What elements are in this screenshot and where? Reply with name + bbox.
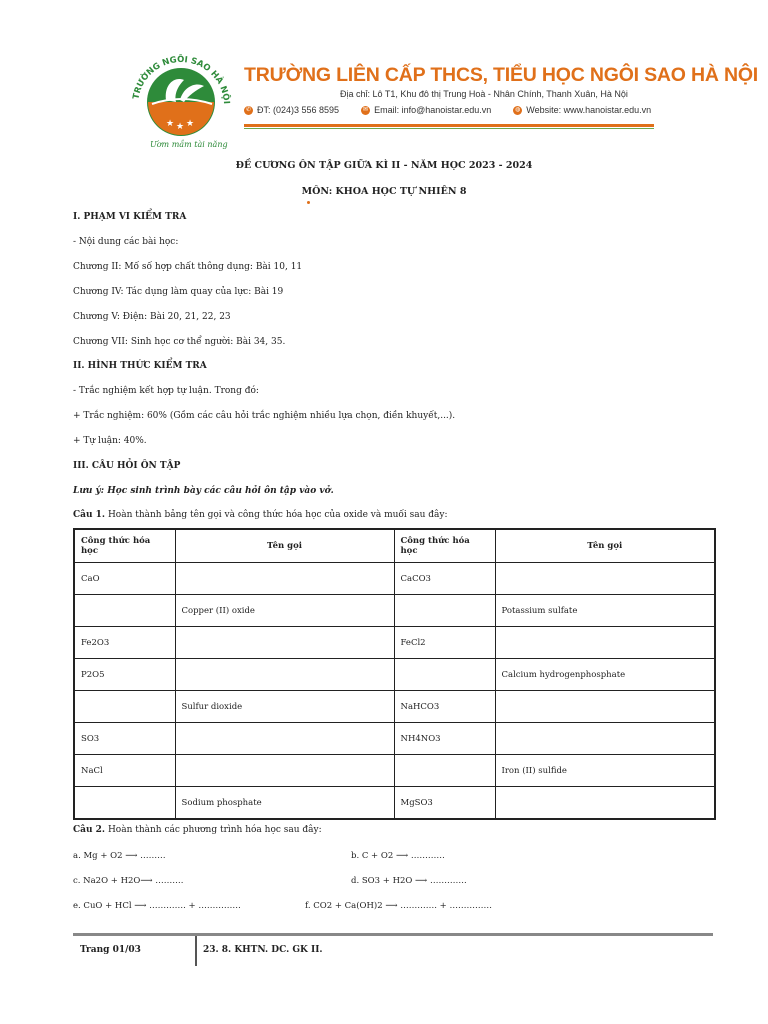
header-rule-orange xyxy=(244,124,654,127)
table-cell: Calcium hydrogenphosphate xyxy=(495,659,715,691)
table-row xyxy=(74,691,715,723)
website-text: Website: www.hanoistar.edu.vn xyxy=(526,105,652,115)
page-number: Trang 01/03 xyxy=(80,945,141,955)
table-cell: NH4NO3 xyxy=(394,723,495,755)
school-address: Địa chỉ: Lô T1, Khu đô thị Trung Hoà - Nhân Chính, Thanh Xuân, Hà Nội xyxy=(340,89,628,99)
table-cell xyxy=(495,787,715,820)
table-row xyxy=(74,627,715,659)
table-cell xyxy=(495,563,715,595)
table-cell: NaCl xyxy=(74,755,175,787)
school-contacts xyxy=(244,105,651,115)
section-1-line: Chương V: Điện: Bài 20, 21, 22, 23 xyxy=(73,312,231,322)
table-row xyxy=(74,723,715,755)
svg-text:TRƯỜNG NGÔI SAO HÀ NỘI: TRƯỜNG NGÔI SAO HÀ NỘI xyxy=(131,54,232,105)
table-cell xyxy=(394,595,495,627)
study-note: Lưu ý: Học sinh trình bày các câu hỏi ôn tập vào vở. xyxy=(73,486,334,496)
email-icon: ✉ xyxy=(363,106,369,113)
table-cell: Fe2O3 xyxy=(74,627,175,659)
table-header: Công thức hóa học xyxy=(394,529,495,563)
section-2-line: + Trắc nghiệm: 60% (Gồm các câu hỏi trắc nghiệm nhiều lựa chọn, điền khuyết,...). xyxy=(73,411,456,421)
table-cell: SO3 xyxy=(74,723,175,755)
table-cell xyxy=(394,659,495,691)
table-cell xyxy=(495,723,715,755)
table-cell xyxy=(495,627,715,659)
table-cell: Sulfur dioxide xyxy=(175,691,394,723)
table-cell xyxy=(175,627,394,659)
table-cell xyxy=(74,691,175,723)
document-title: ĐỀ CƯƠNG ÔN TẬP GIỮA KÌ II - NĂM HỌC 2023 - 2024 xyxy=(235,160,533,171)
table-row xyxy=(74,595,715,627)
table-cell xyxy=(175,659,394,691)
table-header: Tên gọi xyxy=(495,529,715,563)
section-3-heading: III. CÂU HỎI ÔN TẬP xyxy=(73,461,181,471)
table-cell: P2O5 xyxy=(74,659,175,691)
question-1-text: Hoàn thành bảng tên gọi và công thức hóa học của oxide và muối sau đây: xyxy=(105,510,448,520)
question-2-text: Hoàn thành các phương trình hóa học sau đây: xyxy=(105,825,322,835)
table-cell: Copper (II) oxide xyxy=(175,595,394,627)
table-cell xyxy=(175,563,394,595)
question-1 xyxy=(73,510,448,520)
section-2-line: - Trắc nghiệm kết hợp tự luận. Trong đó: xyxy=(73,386,259,396)
decorative-dot xyxy=(307,201,310,204)
section-1-line: Chương II: Mố số hợp chất thông dụng: Bài 10, 11 xyxy=(73,262,303,272)
table-row xyxy=(74,787,715,820)
phone-text: ĐT: (024)3 556 8595 xyxy=(257,105,340,115)
svg-text:★: ★ xyxy=(176,122,185,132)
table-row xyxy=(74,659,715,691)
section-2-heading: II. HÌNH THỨC KIỂM TRA xyxy=(73,361,207,371)
table-row xyxy=(74,563,715,595)
equation-f: f. CO2 + Ca(OH)2 ⟶ …………. + …………… xyxy=(305,901,492,911)
equation-e: e. CuO + HCl ⟶ …………. + …………… xyxy=(73,901,241,911)
question-1-label: Câu 1. xyxy=(73,510,106,520)
table-row xyxy=(74,755,715,787)
oxide-salt-table xyxy=(73,528,716,820)
document-code: 23. 8. KHTN. DC. GK II. xyxy=(203,945,323,955)
table-cell xyxy=(175,723,394,755)
table-cell xyxy=(394,755,495,787)
question-2 xyxy=(73,825,322,835)
svg-text:★: ★ xyxy=(166,119,175,129)
table-cell: Iron (II) sulfide xyxy=(495,755,715,787)
website-icon: ◍ xyxy=(515,106,521,113)
table-cell xyxy=(495,691,715,723)
section-1-heading: I. PHẠM VI KIỂM TRA xyxy=(73,212,187,222)
svg-text:★: ★ xyxy=(186,119,195,129)
table-cell xyxy=(175,755,394,787)
email-text: Email: info@hanoistar.edu.vn xyxy=(374,105,492,115)
table-header-row xyxy=(74,529,715,563)
subject-title: MÔN: KHOA HỌC TỰ NHIÊN 8 xyxy=(301,186,467,197)
equation-d: d. SO3 + H2O ⟶ …………. xyxy=(351,876,467,886)
table-header: Tên gọi xyxy=(175,529,394,563)
footer-separator xyxy=(195,936,197,966)
footer-rule xyxy=(73,933,713,936)
table-cell: FeCl2 xyxy=(394,627,495,659)
section-1-line: - Nội dung các bài học: xyxy=(73,237,179,247)
table-cell: CaCO3 xyxy=(394,563,495,595)
header-rule-green xyxy=(244,128,654,129)
section-2-line: + Tự luận: 40%. xyxy=(73,436,147,446)
equation-c: c. Na2O + H2O⟶ ………. xyxy=(73,876,184,886)
question-2-label: Câu 2. xyxy=(73,825,106,835)
table-cell: NaHCO3 xyxy=(394,691,495,723)
svg-text:Ươm mầm tài năng: Ươm mầm tài năng xyxy=(150,140,228,149)
table-cell xyxy=(74,595,175,627)
school-name: TRƯỜNG LIÊN CẤP THCS, TIỂU HỌC NGÔI SAO HÀ NỘI xyxy=(244,64,759,86)
equation-a: a. Mg + O2 ⟶ ……… xyxy=(73,851,166,861)
section-1-line: Chương IV: Tác dụng làm quay của lực: Bài 19 xyxy=(73,287,284,297)
table-header: Công thức hóa học xyxy=(74,529,175,563)
school-logo xyxy=(126,50,236,150)
table-cell: CaO xyxy=(74,563,175,595)
table-cell: MgSO3 xyxy=(394,787,495,820)
section-1-line: Chương VII: Sinh học cơ thể người: Bài 34, 35. xyxy=(73,337,286,347)
equation-b: b. C + O2 ⟶ ………… xyxy=(351,851,445,861)
phone-icon: ✆ xyxy=(245,106,252,113)
table-cell: Sodium phosphate xyxy=(175,787,394,820)
table-cell xyxy=(74,787,175,820)
table-cell: Potassium sulfate xyxy=(495,595,715,627)
